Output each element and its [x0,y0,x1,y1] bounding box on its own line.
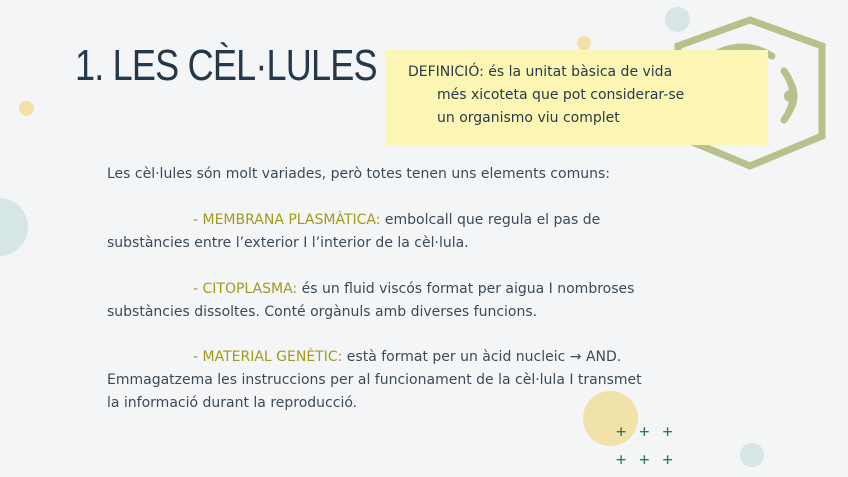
intro-text: Les cèl·lules són molt variades, però totes tenen uns elements comuns: [107,166,610,182]
definition-line-3: un organismo viu complet [437,110,620,126]
item-citoplasma-text-1: és un fluid viscós format per aigua I nombroses [297,281,635,297]
item-citoplasma-line-1 [193,278,634,301]
definition-box [385,50,768,145]
item-membrana-line-1 [193,209,600,232]
decor-dot-yellow-left [19,101,34,116]
item-membrana-line-2: substàncies entre l’exterior I l’interior de la cèl·lula. [107,235,469,251]
item-genetic-line-2: Emmagatzema les instruccions per al funcionament de la cèl·lula I transmet [107,372,642,388]
item-genetic-keyword: - MATERIAL GENÈTIC: [193,349,343,365]
definition-line-1 [408,61,672,84]
plus-row-1: +++ [616,422,686,442]
decor-dot-yellow-top [577,36,591,50]
slide-title: 1. LES CÈL·LULES [75,41,377,90]
item-genetic-text-1: està format per un àcid nucleic → AND. [342,349,622,365]
item-genetic-line-1 [193,346,621,369]
definition-label: DEFINICIÓ: [408,64,484,80]
plus-row-2: +++ [616,450,686,470]
decor-dot-teal-bottom [740,443,764,467]
item-membrana-keyword: - MEMBRANA PLASMÀTICA: [193,212,381,228]
item-genetic-line-3: la informació durant la reproducció. [107,395,358,411]
item-membrana-text-1: embolcall que regula el pas de [380,212,601,228]
item-citoplasma-keyword: - CITOPLASMA: [193,281,298,297]
decor-circle-teal-left [0,198,28,256]
item-citoplasma-line-2: substàncies dissoltes. Conté orgànuls amb diverses funcions. [107,304,538,320]
definition-line-2: més xicoteta que pot considerar-se [437,87,685,103]
plus-grid-icon [616,424,686,469]
definition-text-1: és la unitat bàsica de vida [483,64,673,80]
